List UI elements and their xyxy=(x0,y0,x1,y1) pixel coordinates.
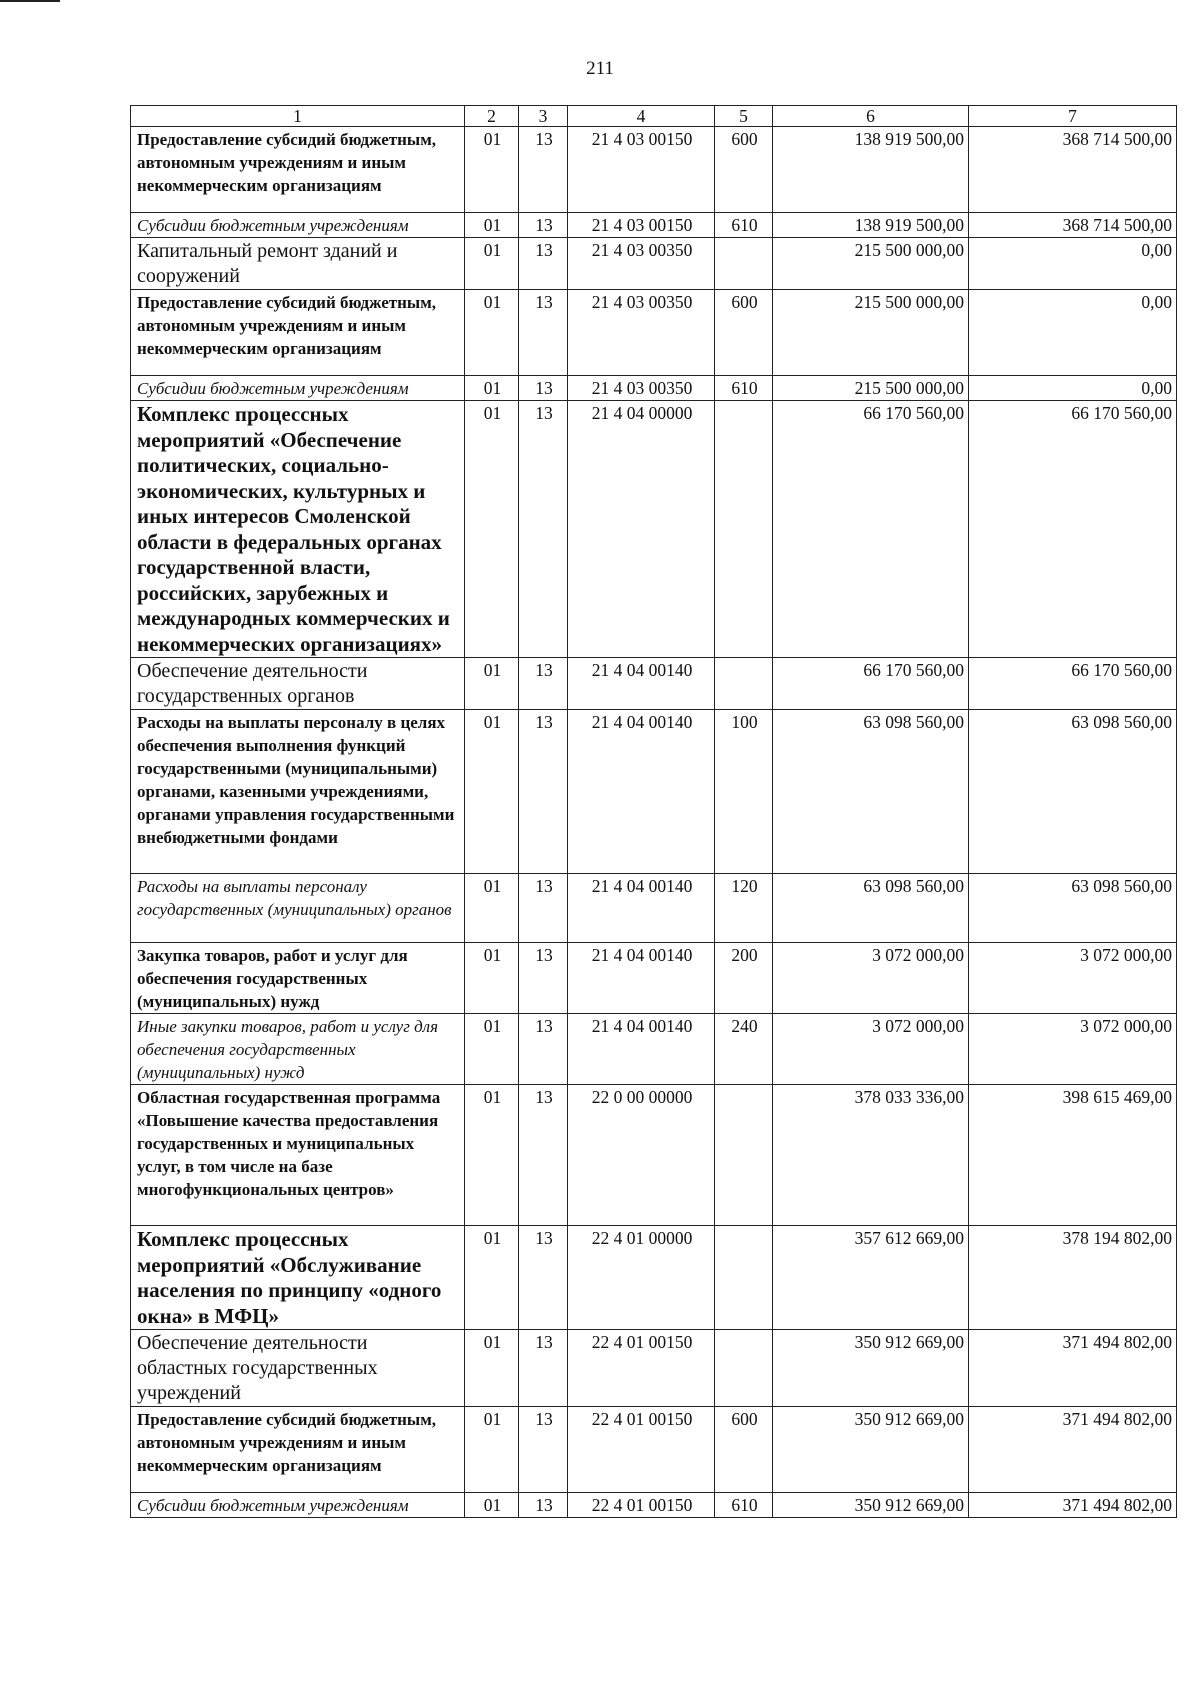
cell-section: 01 xyxy=(465,1330,519,1407)
row-name: Субсидии бюджетным учреждениям xyxy=(131,213,465,238)
cell-target-code: 21 4 04 00140 xyxy=(568,943,715,1014)
cell-expense-type: 600 xyxy=(715,1407,773,1493)
cell-amount-1: 63 098 560,00 xyxy=(773,874,969,943)
cell-subsection: 13 xyxy=(519,401,568,658)
cell-expense-type xyxy=(715,1085,773,1226)
budget-table xyxy=(130,105,1177,1518)
row-name: Субсидии бюджетным учреждениям xyxy=(131,1493,465,1518)
cell-subsection: 13 xyxy=(519,1014,568,1085)
cell-target-code: 22 4 01 00150 xyxy=(568,1493,715,1518)
row-name: Расходы на выплаты персоналу государственных (муниципальных) органов xyxy=(131,874,465,943)
cell-amount-2: 66 170 560,00 xyxy=(969,658,1177,710)
cell-section: 01 xyxy=(465,658,519,710)
cell-subsection: 13 xyxy=(519,710,568,874)
column-header: 4 xyxy=(568,106,715,127)
row-name: Капитальный ремонт зданий и сооружений xyxy=(131,238,465,290)
cell-subsection: 13 xyxy=(519,1407,568,1493)
cell-amount-2: 63 098 560,00 xyxy=(969,874,1177,943)
cell-section: 01 xyxy=(465,943,519,1014)
cell-amount-2: 0,00 xyxy=(969,376,1177,401)
cell-subsection: 13 xyxy=(519,1330,568,1407)
cell-expense-type xyxy=(715,658,773,710)
cell-expense-type: 200 xyxy=(715,943,773,1014)
scan-edge-line xyxy=(0,0,60,2)
cell-subsection: 13 xyxy=(519,290,568,376)
cell-subsection: 13 xyxy=(519,874,568,943)
cell-amount-1: 350 912 669,00 xyxy=(773,1407,969,1493)
row-name: Предоставление субсидий бюджетным, автономным учреждениям и иным некоммерческим организациям xyxy=(131,127,465,213)
row-name: Комплекс процессных мероприятий «Обслуживание населения по принципу «одного окна» в МФЦ» xyxy=(131,1226,465,1330)
table-row xyxy=(131,1407,1177,1493)
cell-expense-type: 600 xyxy=(715,127,773,213)
cell-subsection: 13 xyxy=(519,658,568,710)
cell-section: 01 xyxy=(465,874,519,943)
table-row xyxy=(131,213,1177,238)
cell-subsection: 13 xyxy=(519,1085,568,1226)
cell-target-code: 21 4 04 00140 xyxy=(568,874,715,943)
cell-expense-type: 100 xyxy=(715,710,773,874)
cell-amount-2: 371 494 802,00 xyxy=(969,1330,1177,1407)
table-row xyxy=(131,1085,1177,1226)
cell-amount-2: 371 494 802,00 xyxy=(969,1493,1177,1518)
cell-amount-2: 63 098 560,00 xyxy=(969,710,1177,874)
cell-target-code: 21 4 03 00350 xyxy=(568,376,715,401)
cell-amount-2: 66 170 560,00 xyxy=(969,401,1177,658)
table-row xyxy=(131,874,1177,943)
cell-section: 01 xyxy=(465,376,519,401)
table-row xyxy=(131,376,1177,401)
cell-expense-type xyxy=(715,1330,773,1407)
cell-amount-1: 215 500 000,00 xyxy=(773,238,969,290)
cell-target-code: 21 4 03 00350 xyxy=(568,238,715,290)
row-name: Предоставление субсидий бюджетным, автономным учреждениям и иным некоммерческим организациям xyxy=(131,1407,465,1493)
cell-section: 01 xyxy=(465,1493,519,1518)
page-number: 211 xyxy=(586,58,614,79)
cell-amount-2: 0,00 xyxy=(969,238,1177,290)
cell-section: 01 xyxy=(465,710,519,874)
cell-expense-type: 610 xyxy=(715,213,773,238)
column-header: 7 xyxy=(969,106,1177,127)
cell-amount-2: 3 072 000,00 xyxy=(969,943,1177,1014)
column-header: 2 xyxy=(465,106,519,127)
table-row xyxy=(131,238,1177,290)
cell-expense-type xyxy=(715,401,773,658)
cell-amount-1: 350 912 669,00 xyxy=(773,1493,969,1518)
table-row xyxy=(131,1493,1177,1518)
cell-amount-1: 350 912 669,00 xyxy=(773,1330,969,1407)
row-name: Расходы на выплаты персоналу в целях обеспечения выполнения функций государственными (муниципальными) органами, казенными учреждениями, органами управления государственными внебюджетными фондами xyxy=(131,710,465,874)
cell-amount-1: 138 919 500,00 xyxy=(773,127,969,213)
cell-expense-type xyxy=(715,1226,773,1330)
cell-amount-2: 378 194 802,00 xyxy=(969,1226,1177,1330)
table-row xyxy=(131,710,1177,874)
cell-expense-type: 610 xyxy=(715,1493,773,1518)
cell-target-code: 21 4 04 00140 xyxy=(568,710,715,874)
row-name: Комплекс процессных мероприятий «Обеспечение политических, социально-экономических, культурных и иных интересов Смоленской области в федеральных органах государственной власти, российских, зарубежных и международных коммерческих и некоммерческих организациях» xyxy=(131,401,465,658)
row-name: Обеспечение деятельности государственных органов xyxy=(131,658,465,710)
row-name: Субсидии бюджетным учреждениям xyxy=(131,376,465,401)
cell-section: 01 xyxy=(465,290,519,376)
cell-expense-type: 120 xyxy=(715,874,773,943)
table-row xyxy=(131,1014,1177,1085)
table-row xyxy=(131,943,1177,1014)
column-header: 6 xyxy=(773,106,969,127)
column-header: 5 xyxy=(715,106,773,127)
row-name: Иные закупки товаров, работ и услуг для обеспечения государственных (муниципальных) нужд xyxy=(131,1014,465,1085)
cell-target-code: 21 4 04 00140 xyxy=(568,658,715,710)
column-header: 1 xyxy=(131,106,465,127)
table-row xyxy=(131,290,1177,376)
cell-section: 01 xyxy=(465,401,519,658)
cell-subsection: 13 xyxy=(519,127,568,213)
cell-expense-type: 240 xyxy=(715,1014,773,1085)
table-header-row xyxy=(131,106,1177,127)
cell-amount-1: 3 072 000,00 xyxy=(773,1014,969,1085)
cell-amount-1: 66 170 560,00 xyxy=(773,401,969,658)
table-row xyxy=(131,1330,1177,1407)
cell-amount-2: 371 494 802,00 xyxy=(969,1407,1177,1493)
cell-amount-1: 138 919 500,00 xyxy=(773,213,969,238)
cell-target-code: 22 0 00 00000 xyxy=(568,1085,715,1226)
cell-subsection: 13 xyxy=(519,376,568,401)
cell-expense-type: 610 xyxy=(715,376,773,401)
row-name: Обеспечение деятельности областных государственных учреждений xyxy=(131,1330,465,1407)
cell-target-code: 22 4 01 00000 xyxy=(568,1226,715,1330)
cell-amount-1: 215 500 000,00 xyxy=(773,376,969,401)
row-name: Областная государственная программа «Повышение качества предоставления государственных и муниципальных услуг, в том числе на базе многофункциональных центров» xyxy=(131,1085,465,1226)
cell-amount-1: 357 612 669,00 xyxy=(773,1226,969,1330)
cell-amount-2: 368 714 500,00 xyxy=(969,213,1177,238)
cell-target-code: 22 4 01 00150 xyxy=(568,1330,715,1407)
cell-section: 01 xyxy=(465,127,519,213)
cell-target-code: 21 4 04 00000 xyxy=(568,401,715,658)
cell-amount-2: 0,00 xyxy=(969,290,1177,376)
cell-section: 01 xyxy=(465,213,519,238)
row-name: Предоставление субсидий бюджетным, автономным учреждениям и иным некоммерческим организациям xyxy=(131,290,465,376)
cell-subsection: 13 xyxy=(519,943,568,1014)
table-row xyxy=(131,1226,1177,1330)
cell-amount-1: 215 500 000,00 xyxy=(773,290,969,376)
cell-target-code: 21 4 03 00350 xyxy=(568,290,715,376)
table-row xyxy=(131,658,1177,710)
cell-section: 01 xyxy=(465,238,519,290)
cell-target-code: 22 4 01 00150 xyxy=(568,1407,715,1493)
table-row xyxy=(131,127,1177,213)
row-name: Закупка товаров, работ и услуг для обеспечения государственных (муниципальных) нужд xyxy=(131,943,465,1014)
cell-expense-type xyxy=(715,238,773,290)
cell-amount-1: 3 072 000,00 xyxy=(773,943,969,1014)
cell-target-code: 21 4 04 00140 xyxy=(568,1014,715,1085)
cell-subsection: 13 xyxy=(519,1226,568,1330)
cell-section: 01 xyxy=(465,1226,519,1330)
cell-amount-1: 66 170 560,00 xyxy=(773,658,969,710)
cell-target-code: 21 4 03 00150 xyxy=(568,127,715,213)
cell-subsection: 13 xyxy=(519,238,568,290)
cell-section: 01 xyxy=(465,1085,519,1226)
cell-subsection: 13 xyxy=(519,1493,568,1518)
column-header: 3 xyxy=(519,106,568,127)
cell-section: 01 xyxy=(465,1014,519,1085)
cell-section: 01 xyxy=(465,1407,519,1493)
cell-amount-2: 398 615 469,00 xyxy=(969,1085,1177,1226)
cell-amount-2: 3 072 000,00 xyxy=(969,1014,1177,1085)
table-row xyxy=(131,401,1177,658)
cell-amount-2: 368 714 500,00 xyxy=(969,127,1177,213)
cell-subsection: 13 xyxy=(519,213,568,238)
cell-amount-1: 63 098 560,00 xyxy=(773,710,969,874)
cell-target-code: 21 4 03 00150 xyxy=(568,213,715,238)
cell-amount-1: 378 033 336,00 xyxy=(773,1085,969,1226)
cell-expense-type: 600 xyxy=(715,290,773,376)
